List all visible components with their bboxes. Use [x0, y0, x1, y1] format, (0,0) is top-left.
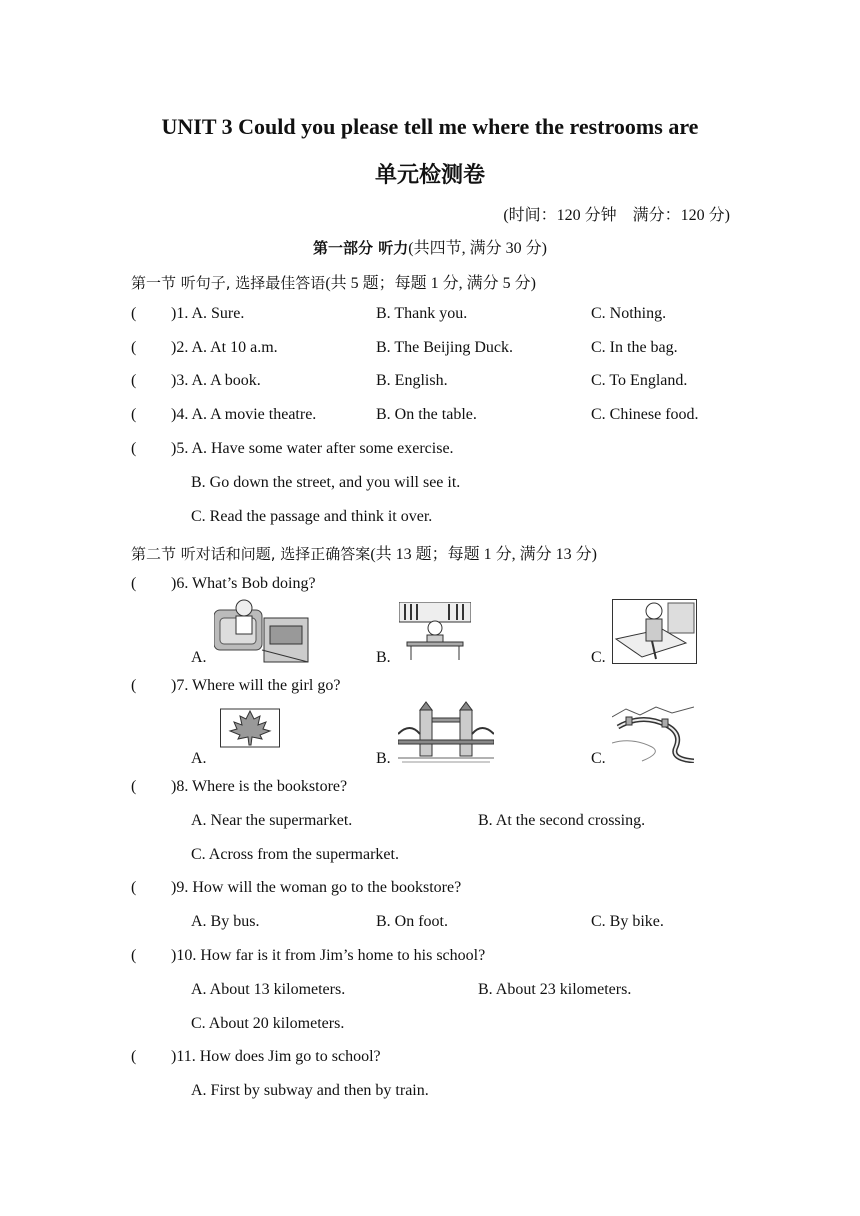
option-b: B. At the second crossing. — [478, 812, 646, 829]
option-b: B. Go down the street, and you will see it. — [191, 474, 461, 491]
option-b: B. On foot. — [376, 913, 448, 930]
answer-bracket[interactable]: ( — [131, 372, 137, 389]
maple-leaf-image — [220, 705, 280, 755]
answer-bracket[interactable]: ( — [131, 305, 137, 322]
option-b: B. Thank you. — [376, 305, 468, 322]
option-a: A. First by subway and then by train. — [191, 1082, 429, 1099]
option-a: A. — [191, 649, 207, 666]
option-c: C. — [591, 649, 606, 666]
answer-bracket[interactable]: ( — [131, 575, 137, 592]
section-2-label: 第二节 听对话和问题, 选择正确答案 — [131, 545, 371, 563]
answer-bracket[interactable]: ( — [131, 406, 137, 423]
exam-meta: (时间：120 分钟 满分：120 分) — [503, 207, 730, 224]
question-9 — [131, 879, 461, 897]
answer-bracket[interactable]: ( — [131, 339, 137, 356]
tower-bridge-image — [398, 700, 494, 764]
section-heading-1 — [131, 270, 536, 293]
great-wall-image — [612, 703, 694, 763]
section-1-label: 第一节 听句子, 选择最佳答语 — [131, 274, 326, 292]
option-a: A. By bus. — [191, 913, 260, 930]
question-stem: )7. Where will the girl go? — [171, 677, 341, 694]
section-1-detail: (共 5 题；每题 1 分, 满分 5 分) — [325, 275, 536, 292]
question-4 — [131, 406, 316, 424]
option-c: C. Across from the supermarket. — [191, 846, 399, 863]
part-label: 第一部分 听力 — [313, 239, 409, 257]
option-c: C. About 20 kilometers. — [191, 1015, 345, 1032]
option-b: B. English. — [376, 372, 448, 389]
question-stem: )1. A. Sure. — [171, 305, 245, 322]
question-stem: )9. How will the woman go to the bookstore? — [171, 879, 462, 896]
question-stem: )8. Where is the bookstore? — [171, 778, 348, 795]
option-c: C. Chinese food. — [591, 406, 699, 423]
question-stem: )4. A. A movie theatre. — [171, 406, 317, 423]
boy-reading-library-image — [399, 602, 471, 662]
option-a: A. About 13 kilometers. — [191, 981, 346, 998]
option-b: B. — [376, 649, 391, 666]
option-c: C. In the bag. — [591, 339, 678, 356]
question-11 — [131, 1048, 381, 1066]
option-a: A. — [191, 750, 207, 767]
question-10 — [131, 947, 485, 965]
answer-bracket[interactable]: ( — [131, 947, 137, 964]
question-stem: )5. A. Have some water after some exercise. — [171, 440, 454, 457]
option-c: C. Read the passage and think it over. — [191, 508, 433, 525]
question-2 — [131, 339, 278, 357]
question-6 — [131, 575, 316, 593]
part-heading — [0, 235, 860, 258]
answer-bracket[interactable]: ( — [131, 879, 137, 896]
boy-on-bed-image — [612, 599, 698, 665]
question-8 — [131, 778, 347, 796]
question-stem: )10. How far is it from Jim’s home to his school? — [171, 947, 486, 964]
option-c: C. — [591, 750, 606, 767]
option-c: C. Nothing. — [591, 305, 667, 322]
answer-bracket[interactable]: ( — [131, 440, 137, 457]
option-c: C. To England. — [591, 372, 688, 389]
option-b: B. — [376, 750, 391, 767]
boy-watching-tv-image — [214, 598, 310, 664]
section-heading-2 — [131, 541, 597, 564]
answer-bracket[interactable]: ( — [131, 1048, 137, 1065]
answer-bracket[interactable]: ( — [131, 778, 137, 795]
option-b: B. About 23 kilometers. — [478, 981, 632, 998]
option-a: A. Near the supermarket. — [191, 812, 353, 829]
option-b: B. On the table. — [376, 406, 477, 423]
question-7 — [131, 677, 340, 695]
question-stem: )3. A. A book. — [171, 372, 261, 389]
option-b: B. The Beijing Duck. — [376, 339, 514, 356]
question-stem: )6. What’s Bob doing? — [171, 575, 316, 592]
question-stem: )2. A. At 10 a.m. — [171, 339, 278, 356]
part-detail: (共四节, 满分 30 分) — [408, 240, 547, 257]
answer-bracket[interactable]: ( — [131, 677, 137, 694]
page-title: UNIT 3 Could you please tell me where the restrooms are — [161, 114, 699, 139]
question-stem: )11. How does Jim go to school? — [171, 1048, 381, 1065]
question-1 — [131, 305, 244, 323]
option-c: C. By bike. — [591, 913, 664, 930]
page-subtitle: 单元检测卷 — [374, 163, 485, 188]
question-5 — [131, 440, 454, 458]
section-2-detail: (共 13 题；每题 1 分, 满分 13 分) — [370, 546, 597, 563]
question-3 — [131, 372, 261, 390]
